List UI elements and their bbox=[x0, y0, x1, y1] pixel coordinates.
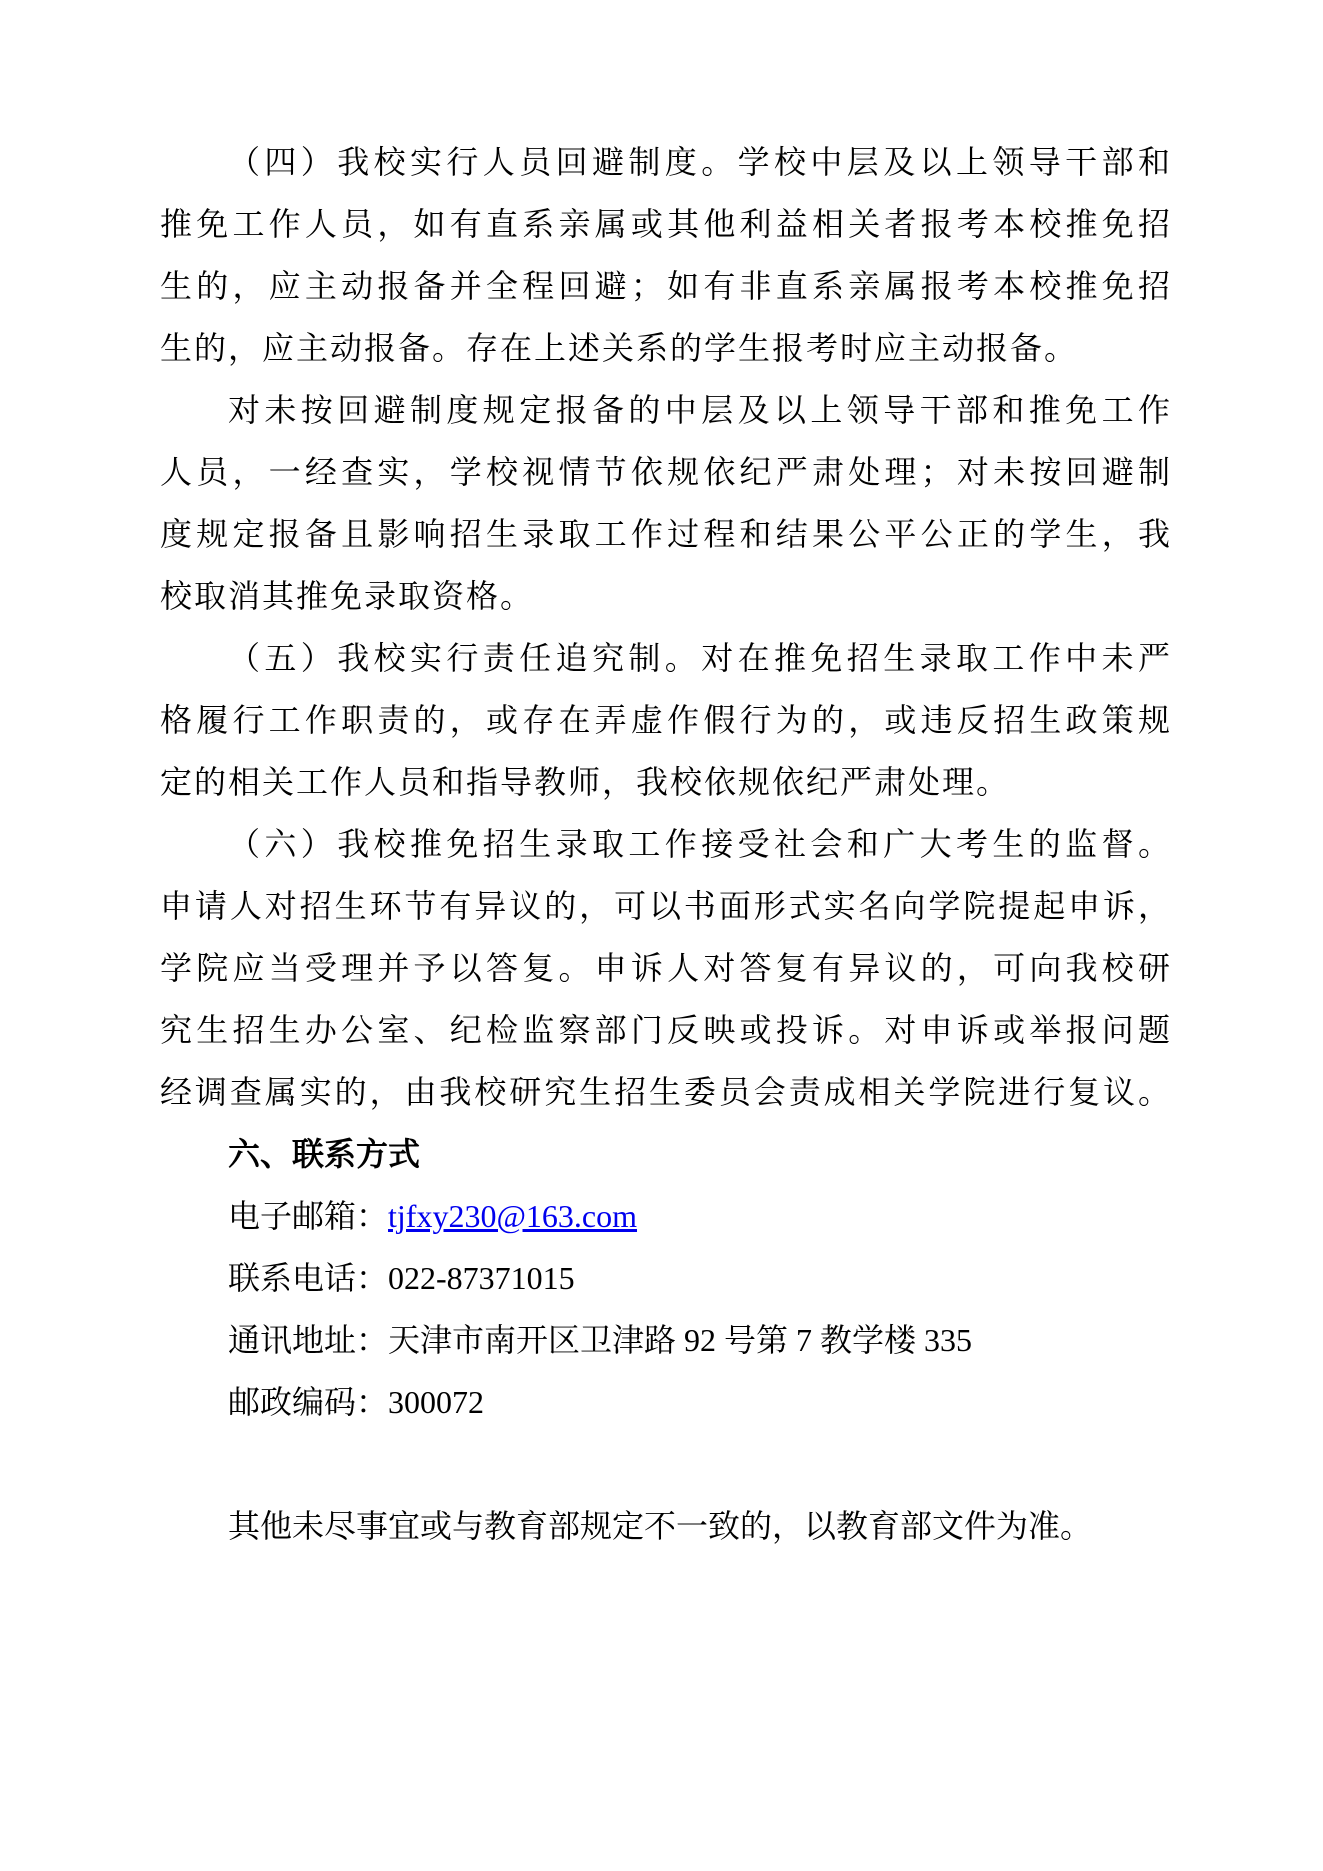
paragraph-line: 对未按回避制度规定报备的中层及以上领导干部和推免工作 bbox=[228, 391, 1170, 429]
contact-address-row bbox=[228, 1318, 1170, 1362]
contact-phone-row bbox=[228, 1256, 1170, 1300]
paragraph-line: 格履行工作职责的，或存在弄虚作假行为的，或违反招生政策规 bbox=[160, 701, 1170, 739]
paragraph-line: 校取消其推免录取资格。 bbox=[160, 577, 535, 615]
contact-email-row bbox=[228, 1194, 1170, 1238]
address-label: 通讯地址： bbox=[228, 1321, 389, 1359]
paragraph-line: 定的相关工作人员和指导教师，我校依规依纪严肃处理。 bbox=[160, 763, 1011, 801]
postcode-value: 300072 bbox=[388, 1384, 485, 1420]
contact-postcode-row bbox=[228, 1380, 1170, 1424]
paragraph-line: 学院应当受理并予以答复。申诉人对答复有异议的，可向我校研 bbox=[160, 949, 1170, 987]
paragraph-line: （四）我校实行人员回避制度。学校中层及以上领导干部和 bbox=[228, 143, 1170, 181]
email-label: 电子邮箱： bbox=[228, 1197, 389, 1235]
paragraph-line: 生的，应主动报备并全程回避；如有非直系亲属报考本校推免招 bbox=[160, 267, 1170, 305]
email-link[interactable]: tjfxy230@163.com bbox=[388, 1198, 638, 1234]
phone-label: 联系电话： bbox=[228, 1259, 389, 1297]
paragraph-line: 推免工作人员，如有直系亲属或其他利益相关者报考本校推免招 bbox=[160, 205, 1170, 243]
paragraph-line: 经调查属实的，由我校研究生招生委员会责成相关学院进行复议。 bbox=[160, 1073, 1170, 1111]
paragraph-line: 申请人对招生环节有异议的，可以书面形式实名向学院提起申诉， bbox=[160, 887, 1170, 925]
paragraph-line: 生的，应主动报备。存在上述关系的学生报考时应主动报备。 bbox=[160, 329, 1079, 367]
paragraph-line: 人员，一经查实，学校视情节依规依纪严肃处理；对未按回避制 bbox=[160, 453, 1170, 491]
closing-statement: 其他未尽事宜或与教育部规定不一致的，以教育部文件为准。 bbox=[228, 1507, 1093, 1545]
paragraph-line: 究生招生办公室、纪检监察部门反映或投诉。对申诉或举报问题 bbox=[160, 1011, 1170, 1049]
paragraph-line: （六）我校推免招生录取工作接受社会和广大考生的监督。 bbox=[228, 825, 1170, 863]
address-value: 天津市南开区卫津路 92 号第 7 教学楼 335 bbox=[388, 1322, 973, 1358]
paragraph-line: 度规定报备且影响招生录取工作过程和结果公平公正的学生，我 bbox=[160, 515, 1170, 553]
paragraph-line: （五）我校实行责任追究制。对在推免招生录取工作中未严 bbox=[228, 639, 1170, 677]
postcode-label: 邮政编码： bbox=[228, 1383, 389, 1421]
phone-value: 022-87371015 bbox=[388, 1260, 575, 1296]
section-heading: 六、联系方式 bbox=[228, 1135, 421, 1173]
